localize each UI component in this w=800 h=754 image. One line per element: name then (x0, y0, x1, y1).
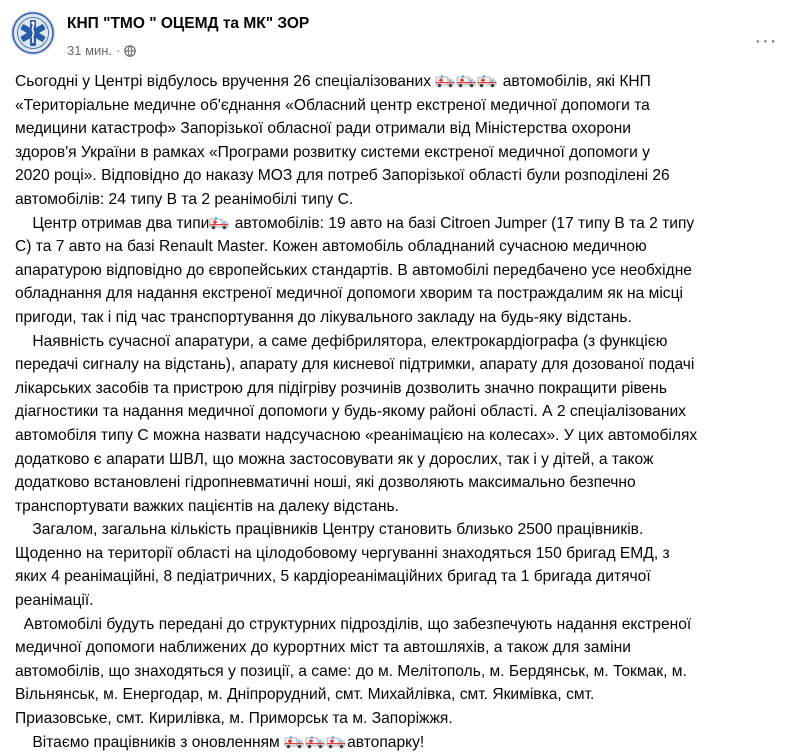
page-avatar[interactable] (11, 11, 55, 55)
line-text: Вітаємо працівників з оновленням (15, 733, 285, 751)
ellipsis-icon: ··· (754, 29, 778, 52)
meta-separator: · (116, 43, 121, 58)
post-text-line (15, 282, 790, 306)
globe-icon[interactable] (124, 45, 136, 57)
line-text: Центр отримав два типи (15, 214, 210, 232)
post-text-line (15, 306, 790, 330)
post-text-line (15, 707, 790, 731)
line-text: автомобілів: 24 типу В та 2 реанімобілі типу С. (15, 190, 354, 208)
ambulance-emoji-icon (456, 73, 476, 89)
post-text-line (15, 424, 790, 448)
line-text: С) та 7 авто на базі Renault Master. Кожен автомобіль обладнаний сучасною медичною (15, 238, 647, 256)
line-text: транспортувати важких пацієнтів на далеку відстань. (15, 497, 399, 515)
ambulance-emoji-icon (209, 215, 229, 231)
ambulance-emoji-icon (326, 734, 346, 750)
line-text: передачі сигналу на відстань), апарату для кисневої підтримки, апарату для дозованої подачі (15, 356, 695, 374)
ambulance-emoji-icon (284, 734, 304, 750)
line-text: діагностики та надання медичної допомоги у будь-якому районі області. А 2 спеціалізованих (15, 403, 686, 421)
post-text-line (15, 542, 790, 566)
post-text-line (15, 660, 790, 684)
post-text-line (15, 235, 790, 259)
line-text: Приазовське, смт. Кирилівка, м. Приморськ та м. Запоріжжя. (15, 710, 453, 728)
post-header (11, 11, 800, 67)
post-message (15, 70, 790, 754)
line-text-after-emoji: автопарку! (347, 733, 425, 751)
emergency-logo-icon (12, 12, 54, 54)
post-text-line (15, 164, 790, 188)
post-text-line (15, 495, 790, 519)
ambulance-emoji-icon (305, 734, 325, 750)
line-text: яких 4 реанімаційні, 8 педіатричних, 5 кардіореанімаційних бригад та 1 бригада дитячої (15, 568, 651, 586)
post-text-line (15, 330, 790, 354)
post-text-line (15, 259, 790, 283)
more-options-button[interactable] (748, 29, 784, 53)
post-text-line (15, 377, 790, 401)
post-text-line (15, 117, 790, 141)
line-text: пригоди, так і під час транспортування до лікувального закладу на будь-яку відстань. (15, 308, 632, 326)
post-text-line (15, 636, 790, 660)
post-text-line (15, 188, 790, 212)
post-text-line (15, 141, 790, 165)
ambulance-emoji-icon (477, 73, 497, 89)
line-text: апаратурою відповідно до європейських стандартів. В автомобілі передбачено усе необхідне (15, 261, 692, 279)
line-text: додатково є апарати ШВЛ, що можна застосовувати як у дорослих, так і у дітей, а також (15, 450, 654, 468)
line-text: автомобіля типу С можна назвати надсучасною «реанімацією на колесах». У цих автомобілях (15, 426, 698, 444)
line-text: медицини катастроф» Запорізької обласної ради отримали від Міністерства охорони (15, 120, 631, 138)
post-text-line (15, 471, 790, 495)
post-meta (67, 43, 136, 58)
post-timestamp[interactable]: 31 мин. (67, 43, 113, 58)
post-text-line (15, 613, 790, 637)
line-text: медичної допомоги наближених до курортних міст та автошляхів, а також для заміни (15, 639, 631, 657)
post-text-line (15, 94, 790, 118)
post-text-line (15, 70, 790, 94)
line-text: лікарських засобів та пристрою для підігріву розчинів дозволить значно покращити рівень (15, 379, 668, 397)
line-text: реанімації. (15, 592, 94, 610)
line-text: Наявність сучасної апаратури, а саме дефібрилятора, електрокардіографа (з функцією (15, 332, 668, 350)
page-name-link[interactable]: КНП "ТМО " ОЦЕМД та МК" ЗОР (67, 15, 310, 32)
line-text: Загалом, загальна кількість працівників Центру становить близько 2500 працівників. (15, 521, 644, 539)
line-text: Щоденно на території області на цілодобовому чергуванні знаходяться 150 бригад ЕМД, з (15, 544, 670, 562)
post-text-line (15, 353, 790, 377)
post-text-line (15, 400, 790, 424)
line-text: Автомобілі будуть передані до структурних підрозділів, що забезпечують надання екстреної (15, 615, 692, 633)
post-text-line (15, 731, 790, 754)
post-text-line (15, 683, 790, 707)
line-text: додатково встановлені гідропневматичні ноші, які дозволяють максимально безпечно (15, 474, 636, 492)
line-text-after-emoji: автомобілів: 19 авто на базі Citroen Jumper (17 типу В та 2 типу (230, 214, 695, 232)
post-text-line (15, 518, 790, 542)
line-text-after-emoji: автомобілів, які КНП (498, 73, 651, 90)
post-text-line (15, 448, 790, 472)
post-text-line (15, 565, 790, 589)
line-text: Вільнянськ, м. Енергодар, м. Дніпрорудний, смт. Михайлівка, смт. Якимівка, смт. (15, 686, 595, 704)
line-text: Сьогодні у Центрі відбулось вручення 26 спеціалізованих (15, 73, 436, 90)
ambulance-emoji-icon (435, 73, 455, 89)
post-text-line (15, 212, 790, 236)
line-text: 2020 році». Відповідно до наказу МОЗ для потреб Запорізької області були розподілені 26 (15, 167, 670, 185)
line-text: здоров'я України в рамках «Програми розвитку системи екстреної медичної допомоги у (15, 143, 650, 161)
line-text: «Територіальне медичне об'єднання «Обласний центр екстреної медичної допомоги та (15, 96, 650, 114)
line-text: автомобілів, що знаходяться у позиції, а саме: до м. Мелітополь, м. Бердянськ, м. Токмак, м. (15, 662, 687, 680)
line-text: обладнання для надання екстреної медичної допомоги хворим та постраждалим як на місці (15, 285, 683, 303)
post-text-line (15, 589, 790, 613)
